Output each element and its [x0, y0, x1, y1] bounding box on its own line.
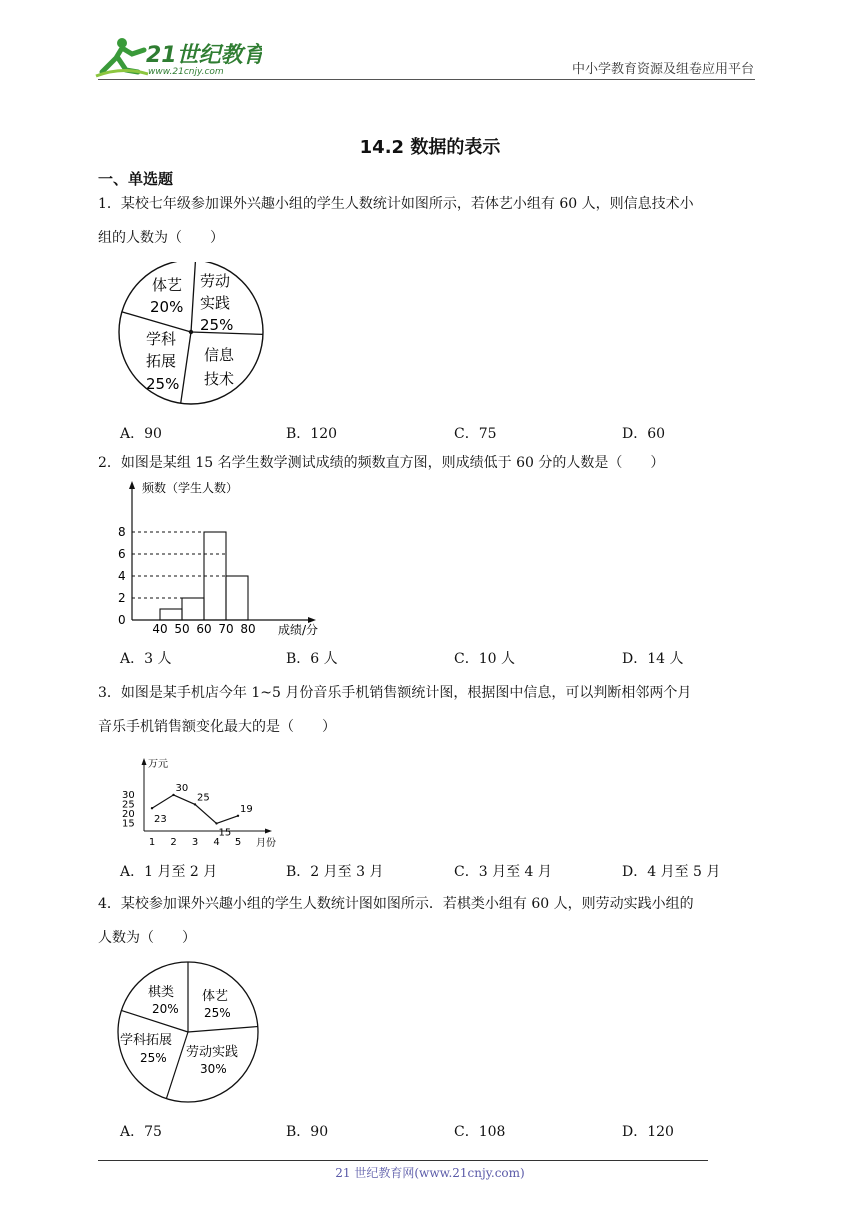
pie-1-slice-1-label2: 实践 [200, 294, 231, 312]
question-1-stem [98, 187, 764, 255]
question-4-option-a[interactable]: A．75 [120, 1124, 162, 1140]
pie-1-slice-1-label3: 25% [200, 316, 234, 334]
histogram-y-tick-3: 6 [118, 547, 126, 561]
pie-1-slice-2-label1: 信息 [204, 346, 235, 364]
question-1-option-b[interactable]: B．120 [286, 426, 338, 442]
pie-1-slice-0-label1: 体艺 [152, 276, 183, 294]
line-chart-point-0 [151, 807, 153, 809]
question-1-option-a[interactable]: A．90 [120, 426, 162, 442]
pie-2-divider [188, 1027, 258, 1033]
line-chart-y-tick-1: 20 [122, 808, 135, 820]
pie-1-divider [181, 332, 191, 403]
question-3-option-c[interactable]: C．3 月至 4 月 [454, 864, 552, 880]
line-chart-x-tick-4: 5 [234, 837, 242, 848]
pie-2-slice-1-label2: 25% [204, 1006, 231, 1020]
histogram-bar-3 [226, 576, 248, 620]
pie-1-slice-3-label2: 拓展 [146, 352, 177, 370]
question-1-line2: 组的人数为（ ） [98, 230, 224, 246]
line-chart-data-label-3: 15 [218, 827, 232, 839]
line-chart-x-tick-1: 2 [170, 837, 177, 848]
line-chart-point-4 [237, 815, 239, 817]
pie-2-slice-3-label1: 学科拓展 [120, 1033, 173, 1048]
histogram-x-label: 成绩/分 [278, 623, 319, 637]
line-chart-y-label: 万元 [148, 759, 168, 770]
question-3-line1: 3．如图是某手机店今年 1~5 月份音乐手机销售额统计图，根据图中信息，可以判断相邻两个月 [98, 685, 692, 701]
footer-text: 21 世纪教育网(www.21cnjy.com) [335, 1166, 525, 1180]
histogram-y-arrow [129, 481, 135, 489]
question-1-line1: 1．某校七年级参加课外兴趣小组的学生人数统计如图所示，若体艺小组有 60 人，则信息技术小 [98, 196, 694, 212]
line-chart-x-tick-3: 4 [213, 837, 220, 848]
histogram-x-tick-4: 80 [240, 622, 256, 636]
pie-1-slice-1-label1: 劳动 [200, 272, 231, 290]
footer-divider [98, 1160, 708, 1161]
question-2-option-b[interactable]: B．6 人 [286, 651, 338, 667]
question-2-option-c[interactable]: C．10 人 [454, 651, 515, 667]
pie-2-slice-0-label1: 棋类 [148, 985, 175, 1000]
question-2-option-a[interactable]: A．3 人 [120, 651, 172, 667]
question-3-stem [98, 676, 764, 744]
line-chart-data-label-4: 19 [240, 803, 253, 815]
line-chart-x-tick-0: 1 [148, 837, 156, 848]
histogram-x-tick-2: 60 [196, 622, 212, 636]
question-3-option-d[interactable]: D．4 月至 5 月 [622, 864, 721, 880]
pie-1-slice-3-label3: 25% [146, 375, 180, 393]
line-chart-y-arrow [142, 758, 147, 765]
pie-2-slice-1-label1: 体艺 [202, 989, 229, 1004]
line-chart-x-arrow [265, 829, 272, 834]
question-3-line2: 音乐手机销售额变化最大的是（ ） [98, 719, 336, 735]
question-4-line1: 4．某校参加课外兴趣小组的学生人数统计图如图所示．若棋类小组有 60 人，则劳动实践小组的 [98, 896, 694, 912]
pie-1-slice-3-label1: 学科 [146, 330, 177, 348]
header-divider [98, 79, 755, 80]
pie-chart-1 [114, 262, 274, 412]
question-3-option-b[interactable]: B．2 月至 3 月 [286, 864, 384, 880]
line-chart-y-tick-0: 15 [122, 818, 135, 830]
line-chart-data-label-0: 23 [154, 814, 167, 826]
histogram-chart [112, 478, 342, 638]
line-chart-point-3 [215, 822, 217, 824]
pie-2-slice-3-label2: 25% [140, 1051, 167, 1065]
line-chart-x-tick-2: 3 [191, 837, 199, 848]
section-heading: 一、单选题 [98, 170, 174, 188]
histogram-y-tick-2: 4 [118, 569, 126, 583]
pie-2-slice-2-label2: 30% [200, 1062, 227, 1076]
histogram-x-tick-3: 70 [218, 622, 234, 636]
histogram-y-tick-4: 8 [118, 525, 126, 539]
line-chart-data-label-2: 25 [197, 792, 210, 804]
pie-1-slice-0-label2: 20% [150, 298, 184, 316]
question-2-option-d[interactable]: D．14 人 [622, 651, 684, 667]
pie-1-divider [191, 262, 196, 332]
logo-url: www.21cnjy.com [148, 67, 224, 77]
line-chart-y-tick-2: 25 [122, 799, 135, 811]
question-4-option-b[interactable]: B．90 [286, 1124, 329, 1140]
histogram-x-tick-1: 50 [174, 622, 190, 636]
line-chart-point-1 [172, 794, 174, 796]
histogram-y-tick-0: 0 [118, 613, 126, 627]
histogram-y-tick-1: 2 [118, 591, 126, 605]
histogram-bar-0 [160, 609, 182, 620]
pie-2-slice-2-label1: 劳动实践 [186, 1045, 239, 1060]
line-chart [118, 755, 288, 851]
page-title: 14.2 数据的表示 [359, 137, 501, 158]
site-name: 中小学教育资源及组卷应用平台 [571, 62, 754, 77]
pie-1-center [189, 330, 193, 334]
histogram-x-tick-0: 40 [152, 622, 168, 636]
question-2-line1: 2．如图是某组 15 名学生数学测试成绩的频数直方图，则成绩低于 60 分的人数是（ ） [98, 455, 665, 471]
histogram-y-label: 频数（学生人数） [142, 481, 239, 495]
pie-1-slice-2-label2: 技术 [204, 370, 235, 388]
histogram-bar-1 [182, 598, 204, 620]
logo-text: 21世纪教育 [146, 43, 262, 68]
question-4-stem [98, 887, 764, 955]
line-chart-y-tick-3: 30 [122, 789, 135, 801]
question-2-stem [98, 446, 764, 480]
question-1-option-c[interactable]: C．75 [454, 426, 497, 442]
question-3-option-a[interactable]: A．1 月至 2 月 [120, 864, 218, 880]
question-4-option-c[interactable]: C．108 [454, 1124, 506, 1140]
question-4-option-d[interactable]: D．120 [622, 1124, 674, 1140]
question-1-option-d[interactable]: D．60 [622, 426, 666, 442]
line-chart-data-label-1: 30 [175, 782, 189, 794]
pie-2-slice-0-label2: 20% [152, 1002, 179, 1016]
line-chart-x-label: 月份 [256, 838, 276, 849]
question-4-line2: 人数为（ ） [98, 930, 196, 946]
line-chart-point-2 [194, 803, 196, 805]
pie-chart-2 [116, 960, 262, 1106]
